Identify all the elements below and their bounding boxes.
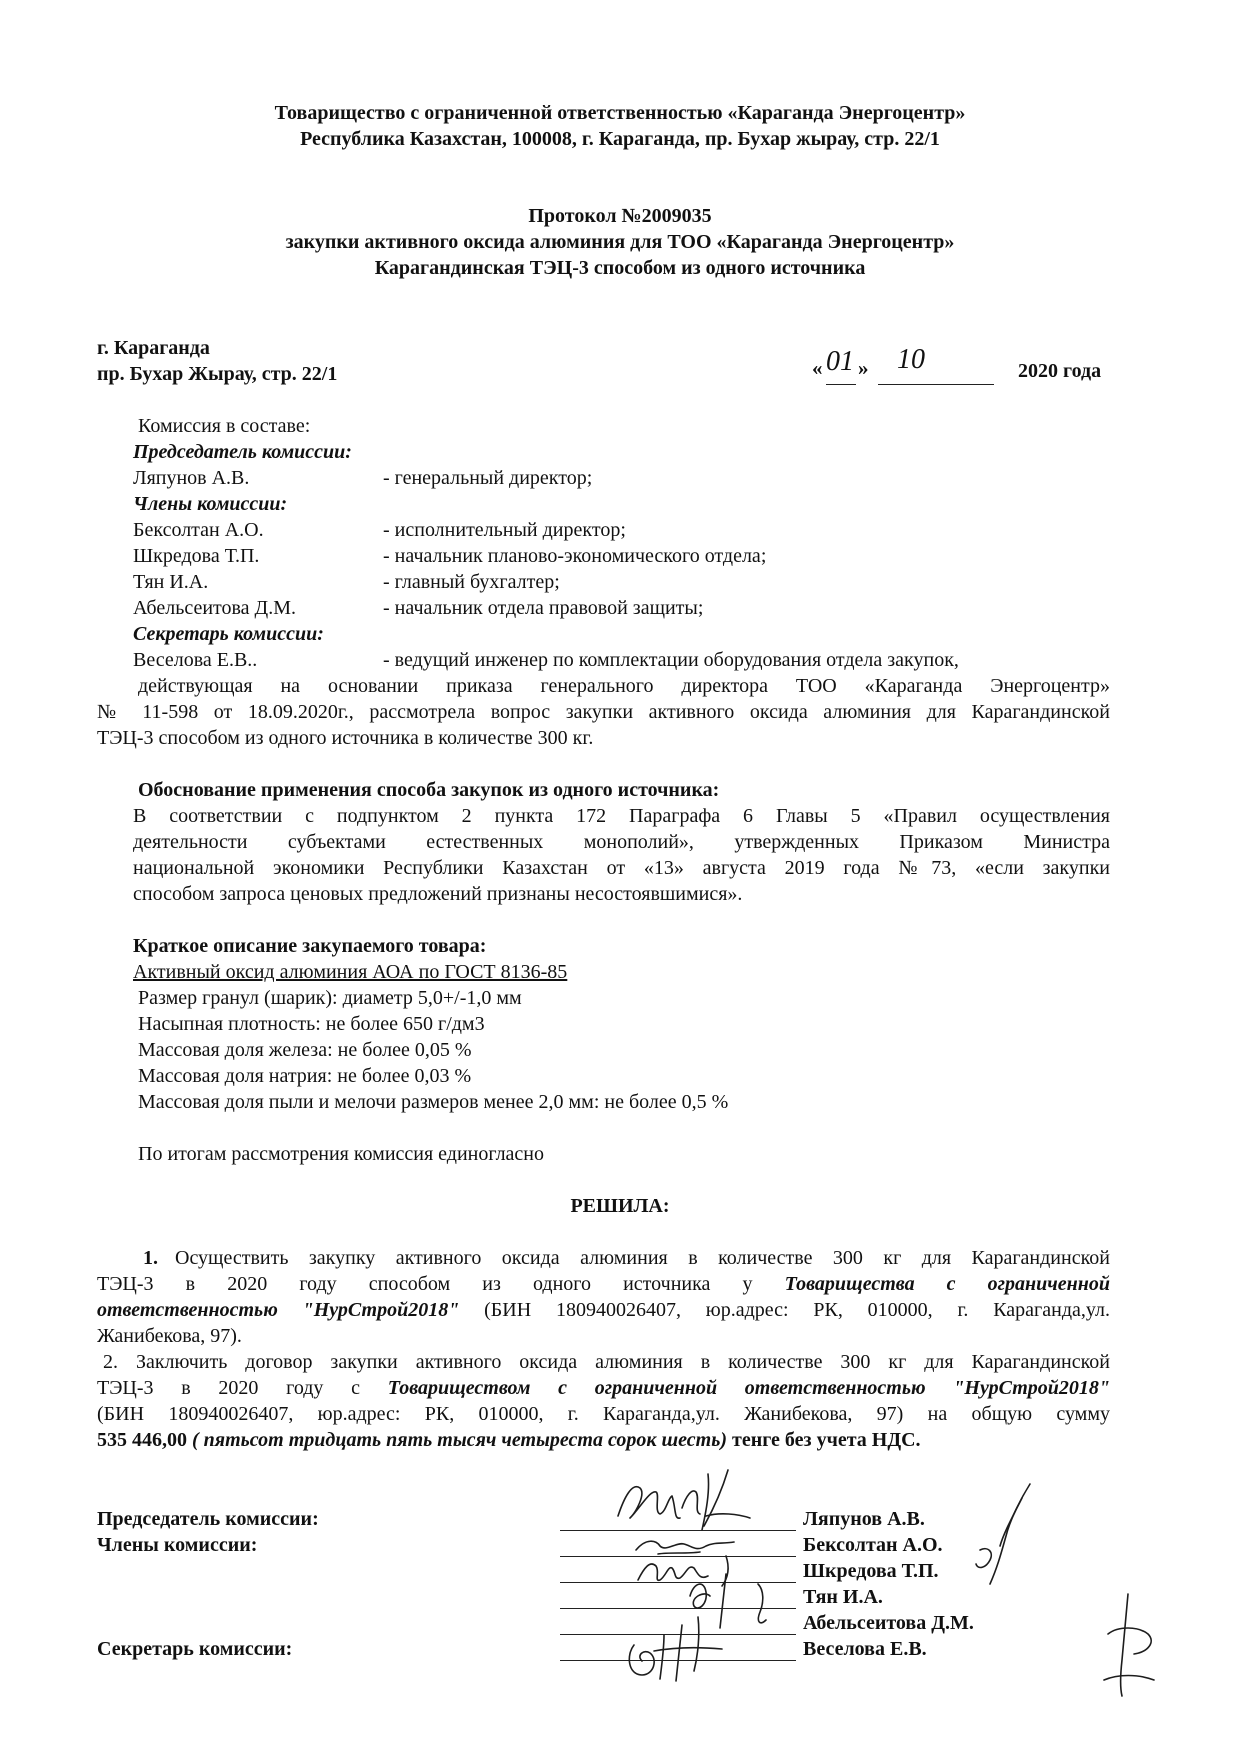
decision1-number: 1. xyxy=(143,1247,158,1269)
signer-name: Тян И.А. xyxy=(803,1586,883,1608)
basis-line2: № 11-598 от 18.09.2020г., рассмотрела вопрос закупки активного оксида алюминия для Карагандинской xyxy=(97,701,1110,723)
protocol-subject-line2: Карагандинская ТЭЦ-3 способом из одного источника xyxy=(374,257,866,279)
members-heading: Члены комиссии: xyxy=(133,493,288,515)
org-name-line: Товарищество с ограниченной ответственностью «Караганда Энергоцентр» xyxy=(274,102,966,124)
decision1-line2: ТЭЦ-3 в 2020 году способом из одного источника у Товарищества с ограниченной xyxy=(97,1273,1110,1295)
member-role: - начальник отдела правовой защиты; xyxy=(383,597,704,619)
member-name: Бексолтан А.О. xyxy=(133,519,264,541)
contract-amount-words: ( пятьсот тридцать пять тысяч четыреста сорок шесть) xyxy=(187,1429,727,1451)
goods-spec: Массовая доля железа: не более 0,05 % xyxy=(138,1039,472,1061)
sign-members-label: Члены комиссии: xyxy=(97,1534,258,1556)
decision1-line1: Осуществить закупку активного оксида алюминия в количестве 300 кг для Карагандинской xyxy=(175,1247,1110,1269)
justification-line3: национальной экономики Республики Казахстан от «13» августа 2019 года №73, «если закупки xyxy=(133,857,1110,879)
protocol-subject-line1: закупки активного оксида алюминия для ТОО «Караганда Энергоцентр» xyxy=(285,231,955,253)
contract-amount: 535 446,00 xyxy=(97,1429,187,1451)
chair-role: - генеральный директор; xyxy=(383,467,593,489)
decision2-line2: ТЭЦ-3 в 2020 году с Товариществом с ограниченной ответственностью "НурСтрой2018" xyxy=(97,1377,1111,1399)
signer-name: Шкредова Т.П. xyxy=(803,1560,939,1582)
decision2-line4: 535 446,00 ( пятьсот тридцать пять тысяч четыреста сорок шесть) тенге без учета НДС. xyxy=(97,1429,921,1451)
secretary-heading: Секретарь комиссии: xyxy=(133,623,324,645)
basis-line1: действующая на основании приказа генерального директора ТОО «Караганда Энергоцентр» xyxy=(138,675,1110,697)
justification-heading: Обоснование применения способа закупок из одного источника: xyxy=(138,779,720,801)
date-block: « 01 » 10 2020 года xyxy=(812,352,1112,392)
member-role: - исполнительный директор; xyxy=(383,519,626,541)
secretary-name: Веселова Е.В.. xyxy=(133,649,258,671)
member-role: - главный бухгалтер; xyxy=(383,571,560,593)
sign-chair-label: Председатель комиссии: xyxy=(97,1508,319,1530)
margin-initials-icon xyxy=(1098,1590,1168,1705)
protocol-number: Протокол №2009035 xyxy=(528,205,712,227)
chair-name: Ляпунов А.В. xyxy=(133,467,250,489)
secretary-signature-icon xyxy=(620,1615,760,1690)
goods-spec: Массовая доля натрия: не более 0,03 % xyxy=(138,1065,472,1087)
goods-heading: Краткое описание закупаемого товара: xyxy=(133,935,487,957)
goods-name: Активный оксид алюминия АОА по ГОСТ 8136-85 xyxy=(133,961,568,983)
decision1-line3: ответственностью "НурСтрой2018" (БИН 180940026407, юр.адрес: РК, 010000, г. Караганда,ул. xyxy=(97,1299,1110,1321)
justification-line4: способом запроса ценовых предложений признаны несостоявшимися». xyxy=(133,883,743,905)
member-name: Тян И.А. xyxy=(133,571,209,593)
goods-spec: Размер гранул (шарик): диаметр 5,0+/-1,0 мм xyxy=(138,987,522,1009)
decided-heading: РЕШИЛА: xyxy=(570,1195,670,1217)
basis-line3: ТЭЦ-3 способом из одного источника в количестве 300 кг. xyxy=(97,727,594,749)
date-year: 2020 года xyxy=(1018,360,1102,382)
member-role: - начальник планово-экономического отдела; xyxy=(383,545,767,567)
member-name: Шкредова Т.П. xyxy=(133,545,260,567)
date-month-handwritten: 10 xyxy=(897,344,925,375)
goods-spec: Насыпная плотность: не более 650 г/дм3 xyxy=(138,1013,485,1035)
date-day-handwritten: 01 xyxy=(826,346,854,377)
commission-intro: Комиссия в составе: xyxy=(138,415,311,437)
member-name: Абельсеитова Д.М. xyxy=(133,597,296,619)
sign-secretary-label: Секретарь комиссии: xyxy=(97,1638,293,1660)
chair-heading: Председатель комиссии: xyxy=(133,441,352,463)
signer-name: Бексолтан А.О. xyxy=(803,1534,943,1556)
decision2-line1: 2. Заключить договор закупки активного оксида алюминия в количестве 300 кг для Карагандинской xyxy=(103,1351,1110,1373)
place-city: г. Караганда xyxy=(97,337,210,359)
secretary-role: - ведущий инженер по комплектации оборудования отдела закупок, xyxy=(383,649,959,671)
decision1-line4: Жанибекова, 97). xyxy=(97,1325,242,1347)
margin-initials-icon xyxy=(960,1480,1040,1595)
justification-line2: деятельности субъектами естественных монополий», утвержденных Приказом Министра xyxy=(133,831,1110,853)
org-address-line: Республика Казахстан, 100008, г. Караганда, пр. Бухар жырау, стр. 22/1 xyxy=(300,128,940,150)
signer-name: Абельсеитова Д.М. xyxy=(803,1612,974,1634)
signer-name: Ляпунов А.В. xyxy=(803,1508,925,1530)
justification-line1: В соответствии с подпунктом 2 пункта 172 Параграфа 6 Главы 5 «Правил осуществления xyxy=(133,805,1110,827)
goods-spec: Массовая доля пыли и мелочи размеров менее 2,0 мм: не более 0,5 % xyxy=(138,1091,729,1113)
place-street: пр. Бухар Жырау, стр. 22/1 xyxy=(97,363,338,385)
outcome-intro: По итогам рассмотрения комиссия единогласно xyxy=(138,1143,545,1165)
signer-name: Веселова Е.В. xyxy=(803,1638,927,1660)
decision2-line3: (БИН 180940026407, юр.адрес: РК, 010000, г. Караганда,ул. Жанибекова, 97) на общую сумму xyxy=(97,1403,1110,1425)
